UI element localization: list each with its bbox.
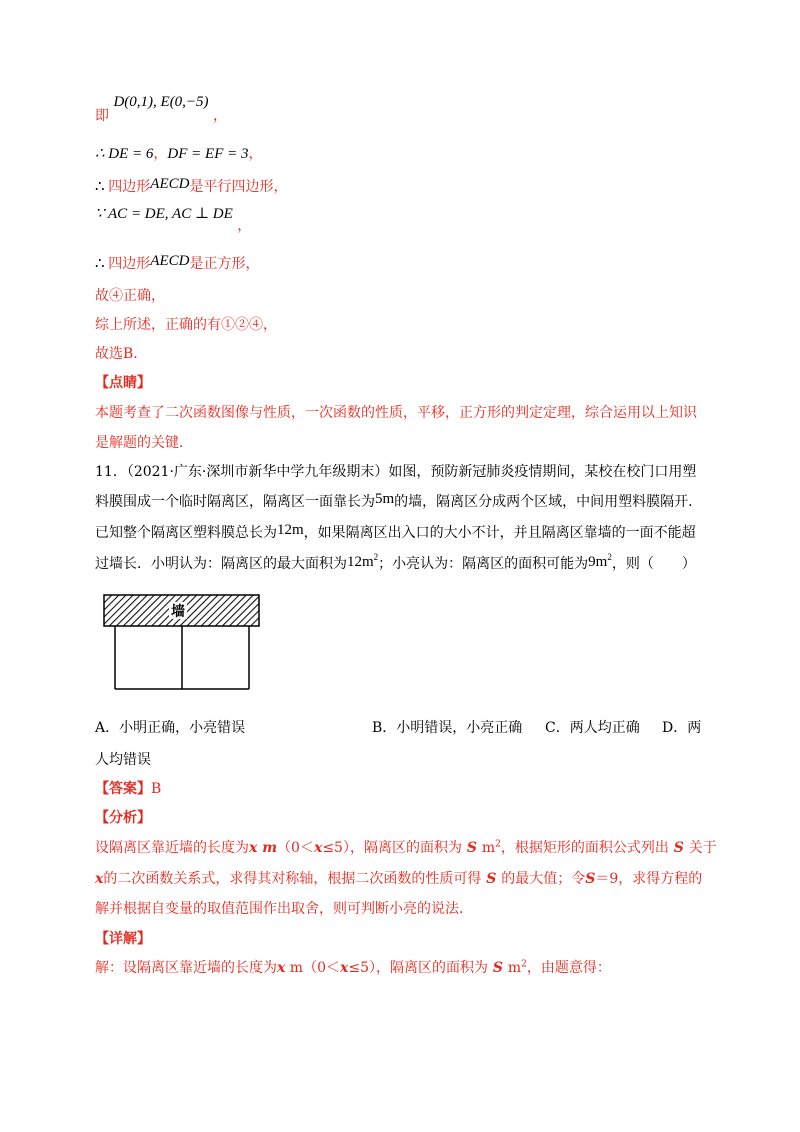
- detail-line-1: 解：设隔离区靠近墙的长度为x m（0＜x≤5），隔离区的面积为 S $m^2$，由题意得：: [95, 959, 611, 976]
- text: 过墙长．小明认为：隔离区的最大面积为: [95, 556, 347, 572]
- coordinates-d-e: D(0,1), E(0,−5): [113, 94, 209, 110]
- problem-11-line-1: 11．（2021·广东·深圳市新华中学九年级期末）如图，预防新冠肺炎疫情期间，某校在校门口用塑: [95, 464, 697, 480]
- section-dianjing: 【点睛】: [95, 375, 151, 391]
- prefix-ji: 即: [95, 108, 109, 124]
- solution-line-5: [95, 253, 260, 272]
- analysis-line-2: x的二次函数关系式，求得其对称轴，根据二次函数的性质可得 S 的最大值；令S＝9，求得方程的: [95, 871, 703, 887]
- text: 是平行四边形，: [189, 179, 288, 195]
- text: 的墙，隔离区分成两个区域，中间用塑料膜隔开．: [394, 494, 703, 510]
- answer-line: [95, 781, 161, 797]
- solution-line-3: [95, 176, 288, 195]
- option-d: D．两: [662, 720, 702, 736]
- option-c: C．两人均正确: [545, 720, 640, 736]
- df-ef-length: DF = EF = 3: [167, 146, 249, 162]
- option-b: B．小明错误，小亮正确: [372, 720, 523, 736]
- therefore-sign: ∴: [95, 256, 109, 272]
- analysis-label: 【分析】: [95, 810, 151, 826]
- ac-de-perp: ∵ AC = DE, AC ⊥ DE: [95, 206, 233, 222]
- text: 四边形: [108, 256, 151, 272]
- wall-label: 墙: [171, 604, 185, 620]
- answer-value: B: [151, 781, 162, 797]
- solution-line-8: 故选B．: [95, 346, 148, 362]
- comma: ，: [213, 108, 228, 124]
- text: ，如果隔离区出入口的大小不计，并且隔离区靠墙的一面不能超: [303, 525, 696, 541]
- solution-line-2: [95, 146, 263, 162]
- quad-aecd: AECD: [150, 176, 190, 192]
- therefore-sign: ∴: [95, 179, 109, 195]
- text: ；小亮认为：隔离区的面积可能为: [378, 556, 589, 572]
- quad-aecd: AECD: [150, 253, 190, 269]
- answer-label: 【答案】: [95, 781, 151, 797]
- option-d-cont: 人均错误: [95, 752, 151, 768]
- solution-line-7: 综上所述，正确的有①②④，: [95, 317, 277, 333]
- option-a: A．小明正确，小亮错误: [95, 720, 246, 736]
- analysis-line-3: 解并根据自变量的取值范围作出取舍，则可判断小亮的说法．: [95, 901, 473, 917]
- text: 是正方形，: [189, 256, 260, 272]
- detail-label: 【详解】: [95, 931, 151, 947]
- summary-line-2: 是解题的关键．: [95, 435, 193, 451]
- solution-line-6: 故④正确，: [95, 288, 165, 304]
- de-length: ∴ DE = 6: [95, 146, 154, 162]
- max-area: $12m^2$: [347, 552, 379, 570]
- text: 料膜围成一个临时隔离区，隔离区一面靠长为: [95, 494, 375, 510]
- problem-11-line-2: [95, 491, 703, 510]
- comma: ，: [153, 146, 168, 162]
- solution-line-4: [95, 206, 252, 234]
- problem-11-line-4: [95, 552, 696, 572]
- solution-line-1: [95, 94, 228, 124]
- possible-area: $9m^2$: [588, 552, 612, 570]
- text: ，则（ ）: [611, 556, 696, 572]
- isolation-area-figure: [100, 592, 265, 694]
- comma: ，: [248, 146, 263, 162]
- text: 已知整个隔离区塑料膜总长为: [95, 525, 277, 541]
- text: 四边形: [108, 179, 151, 195]
- problem-11-line-3: [95, 522, 696, 541]
- analysis-line-1: 设隔离区靠近墙的长度为x m（0＜x≤5），隔离区的面积为 S $m^2$，根据矩形的面积公式列出 S 关于: [95, 839, 717, 856]
- summary-line-1: 本题考查了二次函数图像与性质，一次函数的性质，平移，正方形的判定定理，综合运用以上知识: [95, 405, 697, 421]
- wall-length: 5m: [375, 491, 395, 507]
- film-length: 12m: [277, 522, 304, 538]
- comma: ，: [237, 218, 252, 234]
